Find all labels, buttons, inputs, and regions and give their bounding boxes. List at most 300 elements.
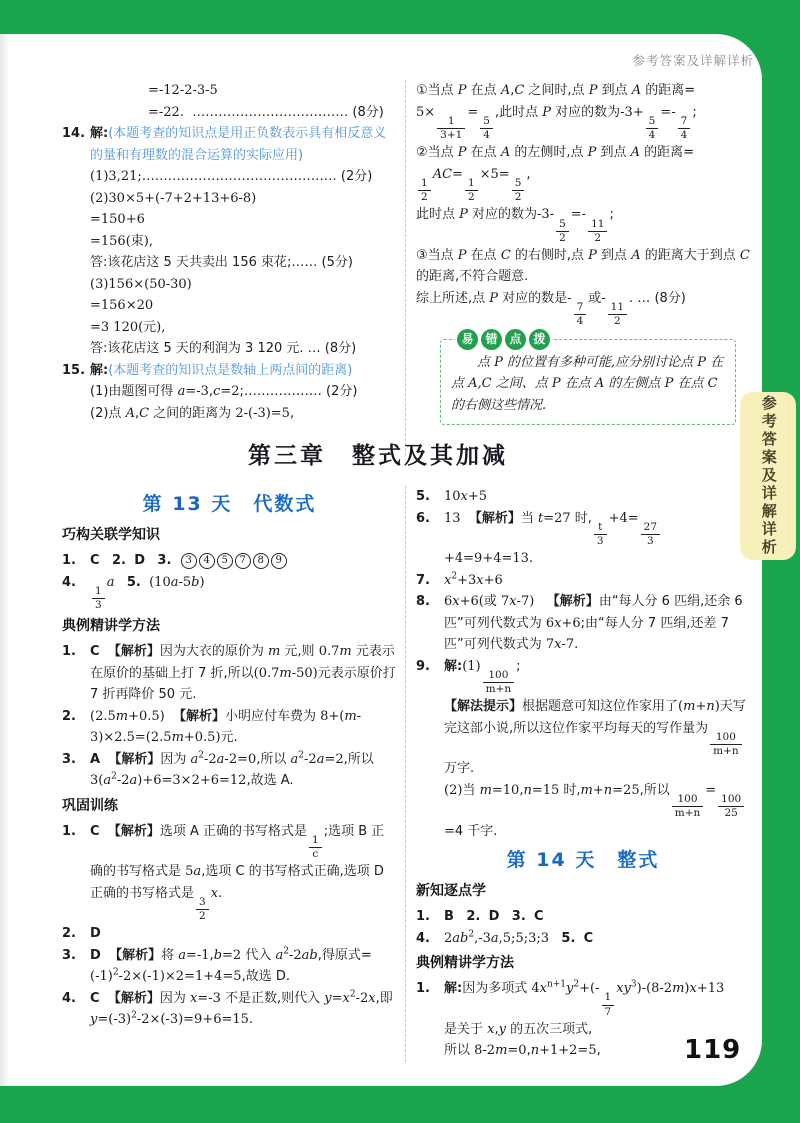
text: (1)由题图可得 <box>90 384 178 399</box>
answer-item <box>62 80 397 123</box>
math-variable: a <box>103 773 112 789</box>
item-number: 3. <box>62 751 76 767</box>
math-text: (2) <box>444 782 463 798</box>
math-text: + <box>592 782 604 798</box>
text <box>499 909 511 924</box>
math-variable: a <box>129 773 138 789</box>
upper-two-column-section <box>0 80 756 456</box>
fraction-denominator: 2 <box>467 191 475 204</box>
math-variable: A <box>631 247 641 263</box>
text <box>171 553 179 568</box>
content-line <box>90 923 397 945</box>
text: 答:该花店这 5 天共卖出 156 束花;…… (5分) <box>90 255 353 270</box>
math-text: (10 <box>149 574 171 590</box>
text: 在点 <box>560 376 595 392</box>
content-line <box>416 102 750 143</box>
section-heading: 新知逐点学 <box>416 883 486 900</box>
math-text: = <box>452 166 463 182</box>
text: 之间的距离为 <box>149 405 236 421</box>
math-variable: x <box>189 990 198 1006</box>
fraction-denominator: 25 <box>724 807 738 820</box>
math-text: =156×20 <box>90 298 154 313</box>
fraction <box>480 115 493 142</box>
math-text: 7 <box>501 594 510 610</box>
text: 当 <box>520 510 538 526</box>
math-text: -7. <box>561 637 579 653</box>
bold-text: 解: <box>444 981 463 997</box>
answer-item <box>416 570 750 592</box>
item-body <box>62 80 397 123</box>
math-text: -2 <box>288 947 302 963</box>
tip-badge <box>457 329 550 350</box>
math-variable: P <box>457 83 467 98</box>
math-text: =150+6 <box>90 212 145 227</box>
content-line <box>148 80 397 102</box>
content-line <box>90 550 397 572</box>
math-text: +6( <box>459 594 484 610</box>
fraction <box>672 793 704 820</box>
answer-item <box>416 591 750 656</box>
fraction-denominator: c <box>312 848 319 861</box>
circled-number: 4 <box>199 553 215 569</box>
math-variable: A <box>500 83 511 98</box>
answer-item <box>62 550 397 572</box>
math-text: -5 <box>178 574 192 590</box>
bold-text: 解: <box>444 658 463 674</box>
math-variable: m <box>495 1043 508 1059</box>
math-text: 4 <box>531 981 540 997</box>
math-variable: y <box>324 990 332 1006</box>
text: 在点 <box>451 354 724 392</box>
math-text: =-3 <box>185 384 209 399</box>
math-variable: A <box>631 83 642 98</box>
math-variable: xy <box>616 981 631 997</box>
item-body <box>444 570 750 592</box>
math-text: - <box>567 290 572 306</box>
text <box>526 909 534 924</box>
answer-item <box>62 988 397 1031</box>
answer-item <box>62 572 397 613</box>
bold-text: C <box>583 930 594 946</box>
content-line <box>90 749 397 792</box>
math-text: -2 <box>116 773 130 789</box>
content-line <box>416 245 754 288</box>
math-variable: m <box>479 782 492 798</box>
math-variable: P <box>457 145 467 161</box>
fraction-denominator: m+n <box>674 807 701 820</box>
text: 因为 <box>160 751 191 767</box>
bold-text: C <box>90 990 100 1006</box>
content-line <box>148 102 397 124</box>
math-variable: m <box>344 708 357 724</box>
math-variable: P <box>551 376 561 392</box>
item-body <box>444 508 750 570</box>
text: 万字. <box>444 761 475 777</box>
math-text: =- <box>570 207 587 223</box>
math-variable: ab <box>301 947 318 963</box>
text: ,得原式= <box>317 947 372 963</box>
math-variable: y <box>498 1021 506 1037</box>
text: 的距离,不符合题意. <box>416 247 754 285</box>
bold-text: 【解析】 <box>107 823 160 839</box>
math-variable: P <box>494 354 503 370</box>
content-line <box>90 209 397 231</box>
section-heading: 典例精讲学方法 <box>416 955 514 972</box>
text: 之间、点 <box>491 376 552 392</box>
content-line <box>444 656 750 697</box>
item-body <box>444 486 750 508</box>
math-variable: a <box>193 864 202 880</box>
bold-text: C <box>534 909 544 925</box>
fraction <box>718 793 744 820</box>
content-line <box>90 123 397 166</box>
fraction-numerator: 1 <box>437 115 465 129</box>
content-line <box>444 591 750 656</box>
fraction-numerator: 5 <box>556 218 569 232</box>
text <box>575 931 583 946</box>
text: , <box>510 83 515 98</box>
text: ; <box>609 207 614 223</box>
fraction-numerator: 5 <box>480 115 493 129</box>
content-line <box>90 945 397 988</box>
math-variable: A <box>630 145 641 161</box>
math-variable: x <box>444 572 452 588</box>
text <box>101 948 109 963</box>
math-text: 2-(-3)=5 <box>235 405 290 421</box>
fraction <box>309 834 322 861</box>
math-variable: a <box>170 574 179 590</box>
text: ; <box>516 658 521 674</box>
superscript: 2 <box>573 979 580 990</box>
math-variable: m <box>339 644 352 660</box>
math-text: 6 <box>444 594 453 610</box>
fraction <box>418 177 431 204</box>
text: ,此时点 <box>494 104 543 120</box>
math-text: -3- <box>537 207 555 223</box>
math-text: = <box>331 990 343 1006</box>
text: 当 <box>462 782 480 798</box>
math-variable: C <box>739 247 750 263</box>
item-body <box>90 945 397 988</box>
fraction <box>92 585 105 612</box>
text: 所以 <box>444 1043 475 1059</box>
bold-text: C <box>90 553 100 568</box>
text: 元. <box>220 730 238 746</box>
content-line <box>444 780 750 842</box>
answer-item <box>62 360 397 425</box>
math-text: +5 <box>467 489 488 504</box>
text: , <box>477 376 482 392</box>
text: 或 <box>483 594 502 610</box>
content-line <box>90 572 397 613</box>
math-variable: P <box>489 290 499 306</box>
content-line <box>416 142 750 164</box>
math-variable: C <box>514 83 525 98</box>
text: 点 <box>477 354 495 370</box>
math-variable: P <box>697 354 707 370</box>
item-number: 4. <box>62 990 76 1006</box>
fraction-numerator: t <box>594 521 607 535</box>
item-body <box>90 749 397 792</box>
fraction <box>574 301 587 328</box>
math-text: +(- <box>579 981 600 997</box>
bold-text: 【解析】 <box>108 751 161 767</box>
math-variable: a <box>177 384 186 399</box>
item-body <box>444 591 750 656</box>
math-variable: y <box>566 981 574 997</box>
answer-item <box>416 508 750 570</box>
item-body <box>444 928 750 950</box>
text: ,所以 <box>343 751 378 767</box>
text: 之间时,点 <box>524 83 589 98</box>
text: 此时点 <box>416 207 460 223</box>
text: 天写完这部小说,所以这位作家平均每天的写作量为 <box>444 699 746 736</box>
text: 小明应付车费为 <box>225 708 321 724</box>
superscript: 2 <box>298 750 305 761</box>
text: ……………………………… (8分) <box>183 104 384 120</box>
math-variable: a <box>490 930 499 946</box>
fraction-numerator: 100 <box>483 669 515 683</box>
math-variable: n <box>603 782 613 798</box>
math-variable: a <box>290 751 299 767</box>
math-variable: x <box>452 594 460 610</box>
hint-text: (本题考查的知识点是用正负数表示具有相反意义的量和有理数的混合运算的实际应用) <box>90 126 387 163</box>
item-number: 1. <box>416 981 430 997</box>
text: 因为大衣的原价为 <box>159 644 268 660</box>
item-number: 7. <box>416 572 430 588</box>
math-text: ( <box>678 699 684 715</box>
fraction <box>512 177 525 204</box>
text <box>126 553 134 568</box>
content-line <box>416 204 750 245</box>
fraction-denominator: 2 <box>514 191 522 204</box>
bold-text: 【解析】 <box>109 947 162 963</box>
math-text: 7 <box>545 637 555 653</box>
content-line <box>90 381 397 403</box>
math-variable: a <box>178 947 186 963</box>
day-heading: 第 14 天 整式 <box>506 849 660 872</box>
bold-text: 【解析】 <box>546 594 599 610</box>
text <box>145 553 157 568</box>
fraction-numerator: 1 <box>92 585 105 599</box>
text: 元表示在原价的基础上打 7 折,所以 <box>90 644 395 681</box>
item-number: 2. <box>62 708 76 724</box>
math-text: (0.7 <box>253 665 280 681</box>
text: 或 <box>588 290 602 306</box>
math-variable: x <box>554 615 562 631</box>
math-variable: x <box>554 637 562 653</box>
item-number: 3. <box>62 947 76 963</box>
bold-text: C <box>90 644 100 660</box>
fraction <box>678 115 691 142</box>
text: 综上所述,点 <box>416 290 490 306</box>
math-variable: x <box>342 990 350 1006</box>
math-variable: m <box>672 981 685 997</box>
book-page <box>0 34 762 1086</box>
answer-item <box>62 706 397 749</box>
math-variable: m <box>267 644 281 660</box>
text <box>480 909 488 924</box>
content-line <box>90 988 397 1031</box>
fraction-denominator: 2 <box>594 231 602 244</box>
math-text: -3)×2.5=(2.5 <box>90 708 362 746</box>
item-body <box>90 360 397 425</box>
math-text: ) <box>684 981 690 997</box>
bold-text: 解: <box>90 126 109 141</box>
math-variable: P <box>457 247 467 263</box>
superscript: 2 <box>349 989 356 1000</box>
text: ,所以 <box>256 751 291 767</box>
text: 答:该花店这 5 天的利润为 3 120 元. … (8分) <box>90 341 357 356</box>
item-body <box>444 906 750 928</box>
text: . … (8分) <box>629 290 686 306</box>
text: 在点 <box>466 247 501 263</box>
content-line <box>444 978 750 1019</box>
tip-box <box>440 331 736 426</box>
text: , <box>208 384 214 399</box>
right-column-top <box>406 80 756 456</box>
math-variable: a <box>316 751 325 767</box>
bold-text: D <box>90 947 101 963</box>
answer-item <box>416 906 750 928</box>
math-variable: x <box>487 1021 495 1037</box>
page-number: 119 <box>684 1035 742 1065</box>
math-text: + <box>695 699 707 715</box>
item-number: 8. <box>416 594 430 610</box>
fraction-numerator: 1 <box>418 177 431 191</box>
content-line <box>416 288 750 329</box>
math-text: ×5= <box>479 166 510 182</box>
math-text: -2 <box>355 990 369 1006</box>
item-body <box>90 641 400 706</box>
math-variable: P <box>664 376 674 392</box>
math-text: +4= <box>608 510 639 526</box>
fraction <box>646 115 659 142</box>
math-text: =(-3) <box>97 1012 132 1028</box>
tip-badge-char: 易 <box>457 329 478 350</box>
math-variable: m <box>115 708 129 724</box>
item-number: 9. <box>416 658 430 674</box>
math-text: =10 <box>491 782 520 798</box>
text: ;……………… (2分) <box>239 384 358 399</box>
bold-text: 2. <box>466 909 481 925</box>
fraction <box>483 669 515 696</box>
fraction-numerator: 11 <box>608 301 627 315</box>
math-variable: a <box>216 751 225 767</box>
item-number: 15. <box>62 362 86 378</box>
fraction-numerator: 27 <box>641 521 660 535</box>
superscript: 2 <box>131 1011 137 1022</box>
bold-text: 【解法提示】 <box>444 699 523 715</box>
text: ,选项 C 的书写格式正确,选项 D 正确的书写格式是 <box>90 864 389 901</box>
math-variable: x <box>210 885 219 901</box>
text: , <box>526 166 531 182</box>
math-variable: P <box>542 104 551 120</box>
text: 的右侧这些情况. <box>451 397 547 413</box>
math-variable: n <box>706 699 715 715</box>
bold-text: 2. <box>111 553 126 568</box>
content-line <box>444 906 750 928</box>
fraction <box>594 521 607 548</box>
math-text: =-3 <box>197 990 221 1006</box>
math-text: =-22. <box>148 104 184 120</box>
math-text: (2)30×5+(-7+2+13+6-8) <box>90 190 257 206</box>
math-text: 6 <box>545 615 555 631</box>
math-text: ) <box>714 699 720 715</box>
text: 时, <box>570 510 592 526</box>
math-text: -2×(-1)×2=1+4=5 <box>118 969 242 985</box>
item-number: 14. <box>62 126 86 141</box>
fraction <box>602 991 615 1018</box>
math-text: =2 <box>220 384 240 399</box>
fraction-numerator: 1 <box>602 991 615 1005</box>
section-heading: 巩固训练 <box>62 797 118 814</box>
fraction-numerator: 1 <box>465 177 478 191</box>
answer-item <box>416 928 750 950</box>
math-variable: x <box>539 981 547 997</box>
text: , <box>134 405 140 421</box>
math-variable: A <box>594 376 605 392</box>
text: 到点 <box>597 83 632 98</box>
text: ,故选 D. <box>241 969 290 985</box>
fraction-numerator: 11 <box>588 218 607 232</box>
text: , <box>596 1043 601 1059</box>
math-variable: A <box>468 376 478 392</box>
text <box>100 824 108 839</box>
math-variable: x <box>509 594 517 610</box>
left-column-top <box>0 80 406 456</box>
bold-text: 5. <box>126 574 141 590</box>
fraction-denominator: m+n <box>485 683 512 696</box>
text <box>100 644 108 659</box>
math-text: +1+2=5 <box>539 1043 597 1059</box>
math-variable: P <box>588 247 597 263</box>
circled-number: 9 <box>271 553 287 569</box>
text: , <box>289 405 295 421</box>
day-heading: 第 13 天 代数式 <box>142 493 317 515</box>
item-body <box>444 656 750 842</box>
text: , <box>526 1043 531 1059</box>
math-text: 8+( <box>320 708 345 724</box>
math-variable: A <box>500 145 511 161</box>
text <box>165 709 173 724</box>
bold-text: 解: <box>90 362 109 378</box>
math-text: )-(8-2 <box>636 981 673 997</box>
content-line <box>90 231 397 253</box>
fraction-denominator: m+n <box>713 745 739 758</box>
bold-text: 3. <box>157 553 172 568</box>
math-variable: m <box>683 699 696 715</box>
math-variable: n <box>530 1043 540 1059</box>
fraction-denominator: 3+1 <box>440 129 463 142</box>
content-line <box>90 274 397 296</box>
text <box>141 575 149 590</box>
content-line <box>444 570 750 592</box>
answer-item <box>416 80 754 329</box>
content-line <box>416 80 750 102</box>
text: , <box>519 782 524 798</box>
math-text: (1)3,21; <box>90 169 142 184</box>
text: 将 <box>161 947 179 963</box>
math-text: -2=0 <box>224 751 257 767</box>
content-line <box>90 360 397 382</box>
math-variable: x <box>460 489 468 504</box>
text: ;选项 B 正确的书写格式是 <box>90 823 385 880</box>
fraction-denominator: 3 <box>647 535 654 548</box>
text: 是关于 <box>444 1021 488 1037</box>
fraction-denominator: 2 <box>614 315 621 328</box>
item-number: 2. <box>62 926 76 942</box>
